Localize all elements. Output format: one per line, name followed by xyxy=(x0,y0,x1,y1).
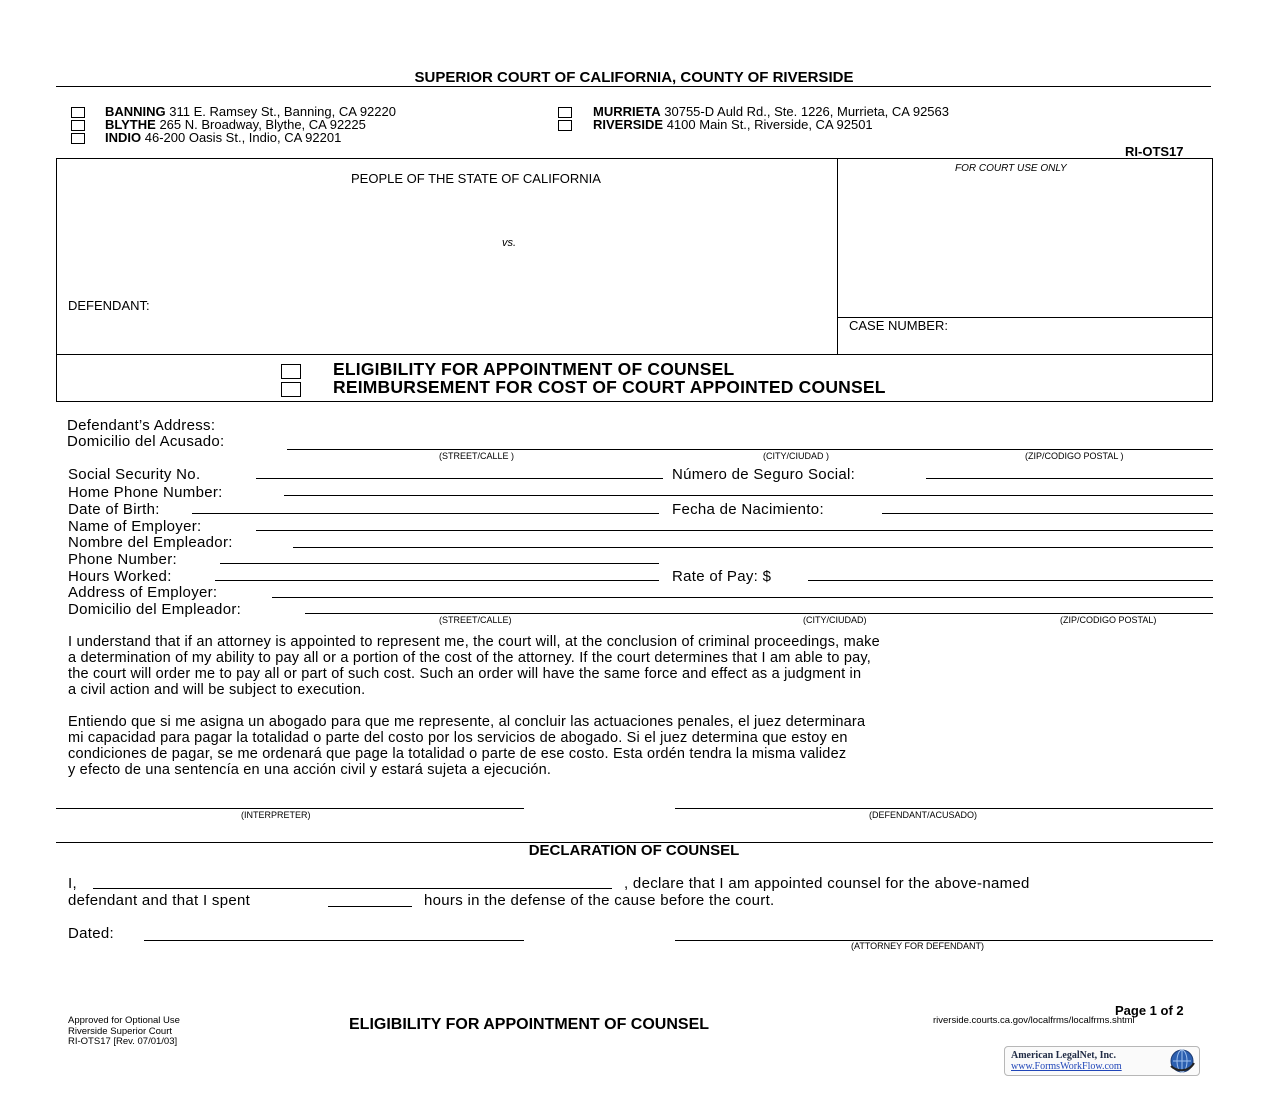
caption-divider xyxy=(837,158,838,355)
case-number-label: CASE NUMBER: xyxy=(849,318,948,333)
blythe-checkbox[interactable] xyxy=(71,120,85,131)
declaration-title: DECLARATION OF COUNSEL xyxy=(528,842,740,859)
employer-address-es-field[interactable] xyxy=(305,613,1213,614)
caption-top-rule xyxy=(56,158,1213,159)
employer-address-label: Address of Employer: xyxy=(68,584,218,601)
riverside-checkbox[interactable] xyxy=(558,120,572,131)
eligibility-checkbox[interactable] xyxy=(281,364,301,379)
indio-location: INDIO 46-200 Oasis St., Indio, CA 92201 xyxy=(105,130,342,145)
eligibility-title: ELIGIBILITY FOR APPOINTMENT OF COUNSEL xyxy=(333,359,735,379)
city-caption-2: (CITY/CIUDAD) xyxy=(803,615,867,625)
defendant-caption: (DEFENDANT/ACUSADO) xyxy=(869,810,978,820)
hours-label: Hours Worked: xyxy=(68,568,172,585)
ssn-es-label: Número de Seguro Social: xyxy=(672,466,856,483)
home-phone-label: Home Phone Number: xyxy=(68,484,223,501)
reimbursement-title: REIMBURSEMENT FOR COST OF COURT APPOINTED COUNSEL xyxy=(333,377,886,397)
reimbursement-checkbox[interactable] xyxy=(281,382,301,397)
statement-english: I understand that if an attorney is appointed to represent me, the court will, at the conclusion of criminal proceedings, make a determination of my ability to pay all or a portion of the cost of the attorney. If the court determines that I am able to pay, the court will order me to pay all or part of such cost. Such an order will have the same force and effect as a judgment in a civil action and will be subject to execution. xyxy=(68,634,880,698)
employer-es-field[interactable] xyxy=(293,547,1213,548)
interpreter-signature-line[interactable] xyxy=(56,808,524,809)
caption-bottom-rule xyxy=(56,354,1213,355)
footer-title: ELIGIBILITY FOR APPOINTMENT OF COUNSEL xyxy=(349,1016,710,1033)
footer-url: riverside.courts.ca.gov/localfrms/localfrms.shtml xyxy=(933,1015,1135,1026)
domicilio-acusado-label: Domicilio del Acusado: xyxy=(67,433,225,450)
defendant-address-field[interactable] xyxy=(287,449,1213,450)
declaration-text-3: hours in the defense of the cause before the court. xyxy=(424,892,775,909)
approval-note: Approved for Optional Use Riverside Superior Court RI-OTS17 [Rev. 07/01/03] xyxy=(68,1015,180,1047)
zip-caption-2: (ZIP/CODIGO POSTAL) xyxy=(1060,615,1157,625)
americanlegalnet-logo[interactable] xyxy=(1004,1046,1200,1076)
court-title: SUPERIOR COURT OF CALIFORNIA, COUNTY OF RIVERSIDE xyxy=(414,69,854,86)
attorney-caption: (ATTORNEY FOR DEFENDANT) xyxy=(851,941,985,951)
employer-field-short[interactable] xyxy=(256,530,300,531)
banning-location: BANNING 311 E. Ramsey St., Banning, CA 92220 xyxy=(105,104,396,119)
ssn-field[interactable] xyxy=(256,478,663,479)
dob-label: Date of Birth: xyxy=(68,501,160,518)
blythe-location: BLYTHE 265 N. Broadway, Blythe, CA 92225 xyxy=(105,117,366,132)
street-caption-2: (STREET/CALLE) xyxy=(439,615,512,625)
globe-icon xyxy=(1169,1048,1195,1074)
caption-right-rule xyxy=(1212,158,1213,401)
employer-field[interactable] xyxy=(300,530,1213,531)
employer-es-label: Nombre del Empleador: xyxy=(68,534,233,551)
logo-company-name: American LegalNet, Inc. xyxy=(1011,1050,1116,1061)
defendant-signature-line[interactable] xyxy=(675,808,1213,809)
page-number: Page 1 of 2 xyxy=(1115,1003,1184,1018)
declaration-i: I, xyxy=(68,875,77,892)
statement-spanish: Entiendo que si me asigna un abogado para que me represente, al concluir las actuaciones penales, el juez determinara mi capacidad para pagar la totalidad o parte del costo por los servicios de abogado. Si el juez determina que estoy en condiciones de pagar, se me ordenará que page la totalidad o parte de ese costo. Esta ordén tendra la misma validez y efecto de una sentencía en una acción civil y estará sujeta a ejecución. xyxy=(68,714,866,778)
ssn-label: Social Security No. xyxy=(68,466,201,483)
dated-label: Dated: xyxy=(68,925,114,942)
city-caption: (CITY/CIUDAD ) xyxy=(763,451,829,461)
declaration-text-2: defendant and that I spent xyxy=(68,892,251,909)
ssn-es-field[interactable] xyxy=(926,478,1213,479)
dob-field[interactable] xyxy=(192,513,659,514)
defendant-address-label: Defendant’s Address: xyxy=(67,417,216,434)
vs-label: vs. xyxy=(502,237,517,249)
rate-label: Rate of Pay: $ xyxy=(672,568,772,585)
phone-field[interactable] xyxy=(220,563,659,564)
zip-caption: (ZIP/CODIGO POSTAL ) xyxy=(1025,451,1124,461)
counsel-name-field[interactable] xyxy=(93,888,612,889)
riverside-location: RIVERSIDE 4100 Main St., Riverside, CA 92501 xyxy=(593,117,873,132)
logo-link[interactable]: www.FormsWorkFlow.com xyxy=(1011,1061,1122,1072)
interpreter-caption: (INTERPRETER) xyxy=(241,810,311,820)
home-phone-field[interactable] xyxy=(284,495,1213,496)
banning-checkbox[interactable] xyxy=(71,107,85,118)
employer-label: Name of Employer: xyxy=(68,518,202,535)
hours-spent-field[interactable] xyxy=(328,906,412,907)
indio-checkbox[interactable] xyxy=(71,133,85,144)
caption-left-rule xyxy=(56,158,57,401)
form-code: RI-OTS17 xyxy=(1125,144,1184,159)
dated-field[interactable] xyxy=(144,940,524,941)
defendant-label: DEFENDANT: xyxy=(68,298,150,313)
dob-es-label: Fecha de Nacimiento: xyxy=(672,501,824,518)
court-use-label: FOR COURT USE ONLY xyxy=(955,163,1067,174)
street-caption: (STREET/CALLE ) xyxy=(439,451,515,461)
declaration-text-1: , declare that I am appointed counsel for the above-named xyxy=(624,875,1030,892)
murrieta-checkbox[interactable] xyxy=(558,107,572,118)
header-rule xyxy=(56,86,1211,87)
rate-field[interactable] xyxy=(808,580,1213,581)
hours-field[interactable] xyxy=(215,580,659,581)
murrieta-location: MURRIETA 30755-D Auld Rd., Ste. 1226, Murrieta, CA 92563 xyxy=(593,104,949,119)
title-box-bottom-rule xyxy=(56,401,1213,402)
phone-label: Phone Number: xyxy=(68,551,177,568)
dob-es-field[interactable] xyxy=(882,513,1213,514)
employer-address-field[interactable] xyxy=(272,597,1213,598)
people-label: PEOPLE OF THE STATE OF CALIFORNIA xyxy=(351,171,601,186)
employer-address-es-label: Domicilio del Empleador: xyxy=(68,601,242,618)
